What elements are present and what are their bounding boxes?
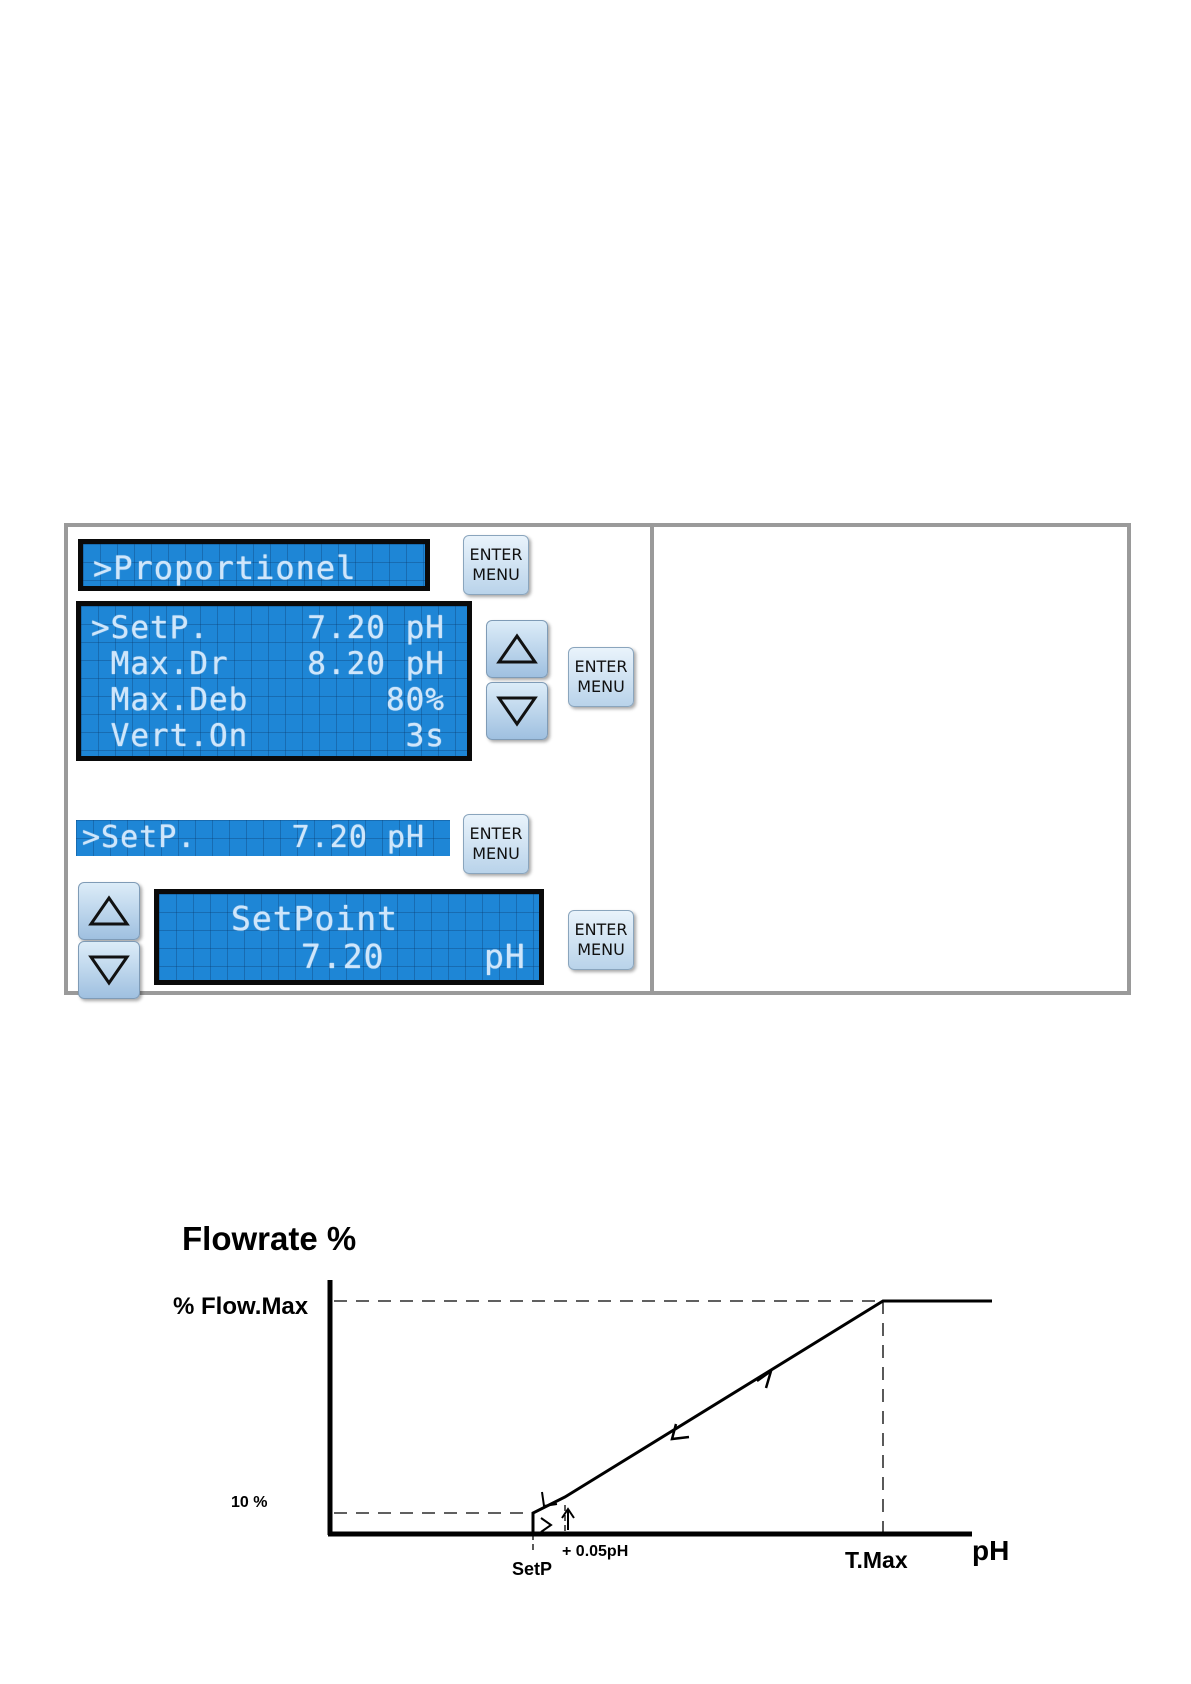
menu-label: MENU bbox=[577, 677, 625, 696]
lcd-selected-line bbox=[76, 820, 450, 856]
enter-menu-button[interactable] bbox=[568, 647, 634, 707]
lcd-selected-text: >SetP. 7.20 pH bbox=[82, 820, 426, 855]
tmax-label: T.Max bbox=[845, 1547, 908, 1573]
offset-label: + 0.05pH bbox=[562, 1543, 629, 1560]
down-triangle-icon bbox=[495, 694, 539, 728]
lcd-menu-line: Vert.On 3s bbox=[91, 718, 445, 754]
lcd-menu-line: Max.Dr 8.20 pH bbox=[91, 646, 445, 682]
setp-label: SetP bbox=[512, 1559, 553, 1579]
hysteresis-arrow bbox=[541, 1518, 551, 1532]
down-button[interactable] bbox=[486, 682, 548, 740]
lcd-menu-line: Max.Deb 80% bbox=[91, 682, 445, 718]
lcd-edit-display bbox=[154, 889, 544, 985]
up-button[interactable] bbox=[486, 620, 548, 678]
lcd-title-display bbox=[78, 539, 430, 591]
enter-menu-button[interactable] bbox=[463, 535, 529, 595]
enter-label: ENTER bbox=[574, 920, 628, 939]
up-button[interactable] bbox=[78, 882, 140, 940]
lcd-edit-title: SetPoint bbox=[231, 899, 398, 938]
lcd-edit-value: 7.20 bbox=[301, 937, 385, 976]
lcd-menu-display bbox=[76, 601, 472, 761]
enter-menu-button[interactable] bbox=[463, 814, 529, 874]
lcd-title-text: >Proportionel bbox=[93, 549, 357, 587]
flowrate-curve bbox=[533, 1301, 992, 1534]
menu-panel bbox=[64, 523, 1131, 995]
enter-label: ENTER bbox=[469, 545, 523, 564]
menu-label: MENU bbox=[472, 844, 520, 863]
panel-divider bbox=[650, 527, 654, 991]
enter-menu-button[interactable] bbox=[568, 910, 634, 970]
enter-label: ENTER bbox=[574, 657, 628, 676]
y-title: Flowrate % bbox=[182, 1220, 357, 1257]
y-min-label: 10 % bbox=[231, 1494, 268, 1511]
down-button[interactable] bbox=[78, 941, 140, 999]
x-axis-label: pH bbox=[972, 1535, 1010, 1566]
menu-label: MENU bbox=[577, 940, 625, 959]
flowrate-diagram bbox=[0, 1200, 1191, 1600]
menu-label: MENU bbox=[472, 565, 520, 584]
lcd-edit-unit: pH bbox=[484, 937, 526, 976]
lcd-menu-line: >SetP. 7.20 pH bbox=[91, 610, 445, 646]
up-triangle-icon bbox=[87, 894, 131, 928]
down-triangle-icon bbox=[87, 953, 131, 987]
y-max-label: % Flow.Max bbox=[173, 1293, 309, 1320]
up-triangle-icon bbox=[495, 632, 539, 666]
enter-label: ENTER bbox=[469, 824, 523, 843]
